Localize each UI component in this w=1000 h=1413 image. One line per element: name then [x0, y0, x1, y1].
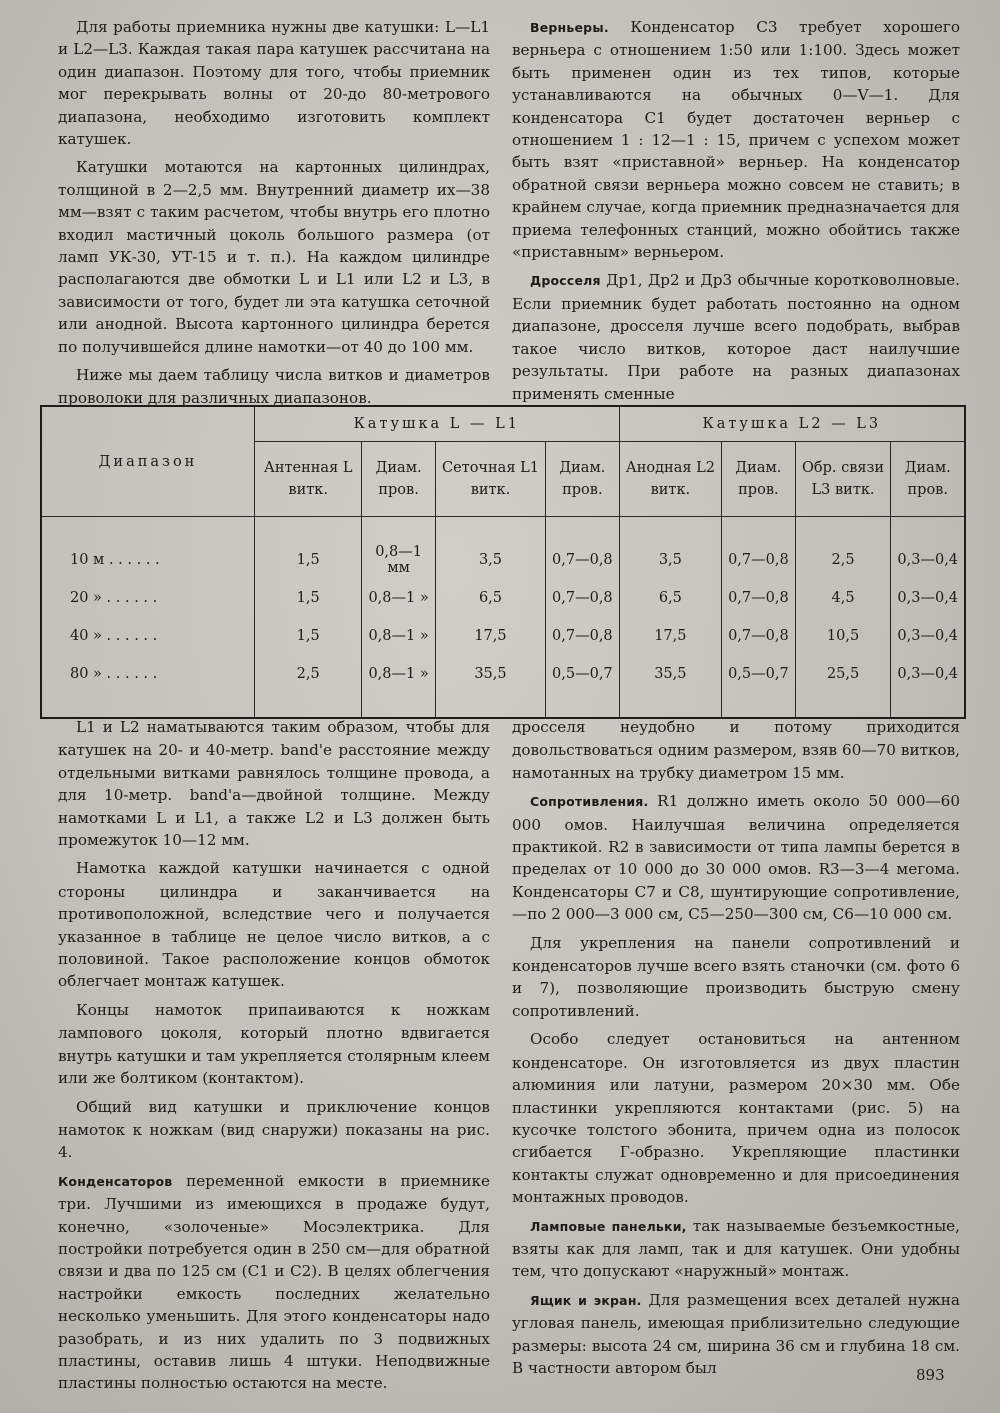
paragraph-text: дросселя неудобно и потому приходится довольствоваться одним размером, взяв 60—70 витков, намотанных на трубку диаметром 15 мм. — [512, 718, 960, 782]
paragraph-text: так называемые безъемкостные, взяты как для ламп, так и для катушек. Они удобны тем, что допускают «наружный» монтаж. — [512, 1216, 960, 1281]
table-cell: 10,5 — [795, 617, 891, 655]
table-cell: 1,5 — [255, 579, 362, 617]
paragraph-text: Для размещения всех деталей нужна угловая панель, имеющая приблизительно следующие размеры: высота 24 см, ширина 36 см и глубина 18 см. В частности автором был — [512, 1290, 960, 1377]
table-row — [41, 655, 965, 693]
col-header: Анодная L2 витк. — [619, 442, 722, 517]
column-bottom-left — [58, 716, 490, 1401]
table-cell: 10 м . . . . . . — [41, 541, 255, 579]
paragraph — [58, 1096, 490, 1164]
paragraph — [512, 1215, 960, 1283]
table-cell: 40 » . . . . . . — [41, 617, 255, 655]
paragraph-text: Особо следует остановиться на антенном конденсаторе. Он изготовляется из двух пластин алюминия или латуни, размером 20×30 мм. Обе пластинки укрепляются контактами (рис. 5) на кусочке толстого эбонита, причем одна из полосок сгибается Г-образно. Укрепляющие пластинки контакты служат одновременно и для присоединения монтажных проводов. — [512, 1030, 960, 1207]
table-cell: 35,5 — [619, 655, 722, 693]
col-header: Обр. связи L3 витк. — [795, 442, 891, 517]
paragraph — [512, 269, 960, 404]
paragraph-text: Конденсатор C3 требует хорошего верньера с отношением 1:50 или 1:100. Здесь может быть применен один из тех типов, которые устанавливаются на обычных 0—V—1. Для конденсатора C1 будет достаточен верньер с отношением 1 : 12—1 : 15, причем с успехом может быть взят «приставной» верньер. На конденсатор обратной связи верньера можно совсем не ставить; в крайнем случае, когда приемник предназначается для приема телефонных станций, можно обойтись также «приставным» верньером. — [512, 18, 960, 262]
col-header: Диам. пров. — [362, 442, 436, 517]
table-cell: 4,5 — [795, 579, 891, 617]
table-cell: 3,5 — [619, 541, 722, 579]
paragraph-lead: Верньеры. — [530, 20, 609, 35]
paragraph: Для работы приемника нужны две катушки: L—L1 и L2—L3. Каждая такая пара катушек рассчитана на один диапазон. Поэтому для того, чтобы приемник мог перекрывать волны от 20-до 80-метрового диапазона, необходимо изготовить комплект катушек. — [58, 18, 490, 149]
column-bottom-right — [512, 716, 960, 1385]
paragraph-lead: Конденсаторов — [58, 1173, 173, 1189]
paragraph — [512, 1028, 960, 1208]
table-cell: 0,3—0,4 — [891, 617, 965, 655]
table-cell: 0,3—0,4 — [891, 541, 965, 579]
paragraph — [512, 1289, 960, 1380]
table-cell: 6,5 — [619, 579, 722, 617]
table-spacer — [41, 517, 965, 542]
table-cell: 0,7—0,8 — [722, 617, 796, 655]
paragraph — [58, 857, 490, 992]
table-cell: 0,7—0,8 — [722, 579, 796, 617]
paragraph-lead: Ящик и экран. — [530, 1292, 642, 1308]
paragraph — [512, 932, 960, 1023]
table-cell: 17,5 — [619, 617, 722, 655]
table-cell: 20 » . . . . . . — [41, 579, 255, 617]
table-cell: 0,3—0,4 — [891, 655, 965, 693]
paragraph-text: Для укрепления на панели сопротивлений и конденсаторов лучше всего взять станочки (см. фото 6 и 7), позволяющие производить быструю смену сопротивлений. — [512, 933, 960, 1020]
paragraph — [58, 999, 490, 1090]
coil-table — [40, 405, 966, 719]
col-header: Диам. пров. — [891, 442, 965, 517]
column-top-right — [512, 16, 960, 411]
table-cell: 0,7—0,8 — [546, 541, 620, 579]
paragraph — [58, 1170, 490, 1395]
table-cell: 3,5 — [435, 541, 545, 579]
paragraph-text: Концы намоток припаиваются к ножкам лампового цоколя, который плотно вдвигается внутрь катушки и там укрепляется столярным клеем или же болтиком (контактом). — [58, 1000, 490, 1088]
table-cell: 0,5—0,7 — [546, 655, 620, 693]
paragraph: Катушки мотаются на картонных цилиндрах, толщиной в 2—2,5 мм. Внутренний диаметр их—38 мм—взят с таким расчетом, чтобы внутрь его плотно входил мастичный цоколь большого размера (от ламп УК-30, УТ-15 и т. п.). На каждом цилиндре располагаются две обмотки L и L1 или L2 и L3, в зависимости от того, будет ли эта катушка сеточной или анодной. Высота картонного цилиндра берется по получившейся длине намотки—от 40 до 100 мм. — [58, 158, 490, 356]
table-cell: 80 » . . . . . . — [41, 655, 255, 693]
column-top-left — [58, 16, 490, 415]
paragraph-text: L1 и L2 наматываются таким образом, чтобы для катушек на 20- и 40-метр. band'е расстояние между отдельными витками равнялось толщине провода, а для 10-метр. band'а—двойной толщине. Между намотками L и L1, а также L2 и L3 должен быть промежуток 10—12 мм. — [58, 718, 490, 850]
table-cell: 0,7—0,8 — [546, 617, 620, 655]
paragraph — [512, 16, 960, 263]
table-cell: 25,5 — [795, 655, 891, 693]
paragraph-lead: Дросселя — [530, 273, 601, 289]
paragraph — [512, 716, 960, 784]
col-header: Антенная L витк. — [255, 442, 362, 517]
table-cell: 2,5 — [255, 655, 362, 693]
paragraph-text: Др1, Др2 и Др3 обычные коротковолновые. Если приемник будет работать постоянно на одном диапазоне, дросселя лучше всего подобрать, выбрав такое число витков, которое даст наилучшие результаты. При работе на разных диапазонах применять сменные — [512, 271, 960, 403]
table-cell: 2,5 — [795, 541, 891, 579]
paragraph-text: Общий вид катушки и приключение концов намоток к ножкам (вид снаружи) показаны на рис. 4. — [58, 1097, 490, 1162]
col-header: Сеточная L1 витк. — [435, 442, 545, 517]
paragraph: Ниже мы даем таблицу числа витков и диаметров проволоки для различных диапазонов. — [58, 366, 490, 407]
paragraph-text: R1 должно иметь около 50 000—60 000 омов. Наилучшая величина определяется практикой. R2 в зависимости от типа лампы берется в пределах от 10 000 до 30 000 омов. R3—3—4 мегома. Конденсаторы C7 и C8, шунтирующие сопротивление,—по 2 000—3 000 см, C5—250—300 см, C6—10 000 см. — [512, 792, 960, 924]
paragraph-text: Намотка каждой катушки начинается с одной стороны цилиндра и заканчивается на противоположной, вследствие чего и получается указанное в таблице не целое число витков, а с половиной. Такое расположение концов обмоток облегчает монтаж катушек. — [58, 859, 490, 991]
table-row — [41, 579, 965, 617]
paragraph-lead: Ламповые панельки, — [530, 1218, 687, 1234]
col-header: Диам. пров. — [722, 442, 796, 517]
table-cell: 0,7—0,8 — [722, 541, 796, 579]
group-header-l2-l3: Катушка L2 — L3 — [619, 406, 965, 442]
table-row — [41, 541, 965, 579]
table-spacer — [41, 693, 965, 718]
table-cell: 0,8—1 » — [362, 617, 436, 655]
paragraph — [58, 716, 490, 851]
table-cell: 1,5 — [255, 541, 362, 579]
range-header: Диапазон — [41, 406, 255, 517]
table-cell: 17,5 — [435, 617, 545, 655]
table-cell: 0,3—0,4 — [891, 579, 965, 617]
table-cell: 0,8—1 мм — [362, 541, 436, 579]
paragraph — [512, 790, 960, 925]
table-cell: 0,5—0,7 — [722, 655, 796, 693]
table-cell: 35,5 — [435, 655, 545, 693]
table-cell: 1,5 — [255, 617, 362, 655]
table-row — [41, 617, 965, 655]
paragraph-text: переменной емкости в приемнике три. Лучшими из имеющихся в продаже будут, конечно, «золоченые» Мосэлектрика. Для постройки потребуется один в 250 см—для обратной связи и два по 125 см (C1 и C2). В целях облегчения настройки емкость последних желательно несколько уменьшить. Для этого конденсаторы надо разобрать, и из них удалить по 3 подвижных пластины, оставив лишь 4 штуки. Неподвижные пластины полностью остаются на месте. — [58, 1171, 490, 1393]
table-cell: 0,7—0,8 — [546, 579, 620, 617]
coil-table-wrapper — [40, 405, 966, 695]
paragraph-lead: Сопротивления. — [530, 794, 649, 810]
page-number: 893 — [916, 1366, 945, 1384]
table-cell: 0,8—1 » — [362, 579, 436, 617]
col-header: Диам. пров. — [546, 442, 620, 517]
table-cell: 6,5 — [435, 579, 545, 617]
table-cell: 0,8—1 » — [362, 655, 436, 693]
group-header-l-l1: Катушка L — L1 — [255, 406, 620, 442]
